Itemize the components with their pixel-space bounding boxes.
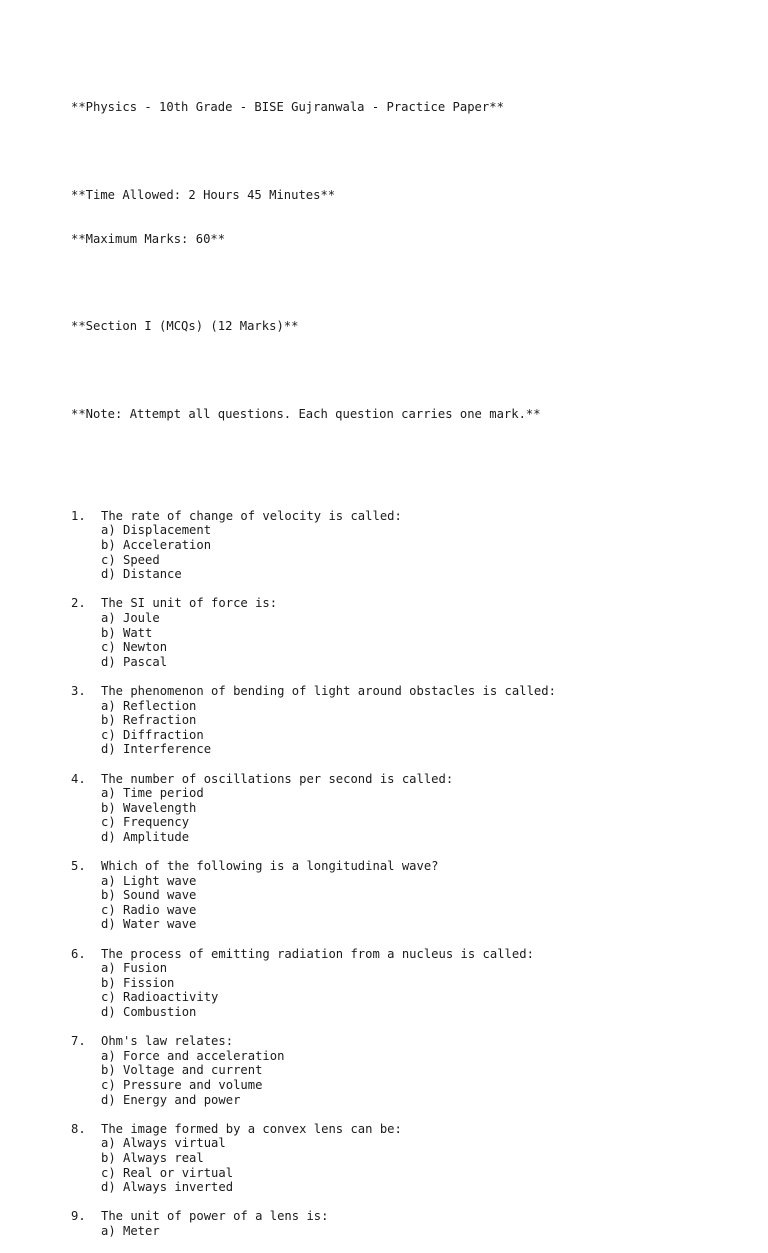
spacer bbox=[71, 1107, 731, 1122]
answer-option: a) Reflection bbox=[101, 698, 197, 713]
question-stem bbox=[71, 1122, 731, 1137]
answer-option: c) Radioactivity bbox=[101, 990, 219, 1005]
answer-option: d) Amplitude bbox=[101, 829, 190, 844]
answer-option: b) Voltage and current bbox=[101, 1063, 263, 1078]
question-item bbox=[71, 596, 731, 684]
time-allowed: **Time Allowed: 2 Hours 45 Minutes** bbox=[71, 187, 336, 202]
question-number: 7. bbox=[71, 1034, 86, 1049]
question-number: 5. bbox=[71, 859, 86, 874]
question-text: The SI unit of force is: bbox=[101, 596, 278, 611]
answer-option: b) Always real bbox=[101, 1150, 204, 1165]
question-text: The image formed by a convex lens can be: bbox=[101, 1121, 402, 1136]
question-stem bbox=[71, 1034, 731, 1049]
answer-option: a) Time period bbox=[101, 786, 204, 801]
answer-option: b) Acceleration bbox=[101, 538, 212, 552]
question-stem bbox=[71, 596, 731, 611]
question-item bbox=[71, 859, 731, 947]
spacer bbox=[71, 1195, 731, 1210]
maximum-marks: **Maximum Marks: 60** bbox=[71, 231, 226, 246]
answer-option: c) Newton bbox=[101, 640, 168, 655]
question-text: The phenomenon of bending of light around obstacles is called: bbox=[101, 683, 556, 698]
spacer bbox=[71, 932, 731, 947]
answer-option: c) Real or virtual bbox=[101, 1165, 234, 1180]
instructions-note: **Note: Attempt all questions. Each question carries one mark.** bbox=[71, 406, 541, 421]
question-stem bbox=[71, 684, 731, 699]
question-item bbox=[71, 1122, 731, 1210]
question-item bbox=[71, 1209, 731, 1238]
question-item bbox=[71, 684, 731, 772]
answer-option: c) Frequency bbox=[101, 815, 190, 830]
question-list bbox=[71, 509, 731, 1239]
answer-option: d) Water wave bbox=[101, 917, 197, 932]
spacer bbox=[71, 757, 731, 772]
spacer bbox=[71, 1020, 731, 1035]
answer-option: a) Force and acceleration bbox=[101, 1048, 285, 1063]
question-item bbox=[71, 947, 731, 1035]
section-heading: **Section I (MCQs) (12 Marks)** bbox=[71, 319, 299, 334]
question-item bbox=[71, 1034, 731, 1122]
answer-option: a) Meter bbox=[101, 1223, 160, 1238]
question-stem bbox=[71, 947, 731, 962]
answer-option: d) Energy and power bbox=[101, 1092, 241, 1107]
answer-option: a) Displacement bbox=[101, 523, 212, 538]
question-text: The unit of power of a lens is: bbox=[101, 1209, 329, 1224]
answer-option: b) Wavelength bbox=[101, 800, 197, 815]
answer-option: c) Speed bbox=[101, 552, 160, 567]
question-number: 3. bbox=[71, 683, 86, 698]
answer-option: b) Refraction bbox=[101, 713, 197, 728]
question-item bbox=[71, 772, 731, 860]
question-stem bbox=[71, 859, 731, 874]
spacer bbox=[71, 144, 731, 159]
answer-option: b) Sound wave bbox=[101, 888, 197, 903]
paper-title: **Physics - 10th Grade - BISE Gujranwala - Practice Paper** bbox=[71, 100, 504, 115]
answer-option: a) Light wave bbox=[101, 873, 197, 888]
question-item bbox=[71, 509, 731, 597]
answer-option: d) Combustion bbox=[101, 1005, 197, 1019]
answer-option: d) Interference bbox=[101, 742, 212, 757]
spacer bbox=[71, 275, 731, 290]
answer-option: b) Watt bbox=[101, 625, 153, 640]
question-stem bbox=[71, 509, 731, 524]
answer-option: d) Pascal bbox=[101, 654, 168, 669]
spacer bbox=[71, 844, 731, 859]
answer-option: c) Diffraction bbox=[101, 727, 204, 742]
question-text: The process of emitting radiation from a nucleus is called: bbox=[101, 946, 534, 961]
answer-option: b) Fission bbox=[101, 975, 175, 990]
question-text: The number of oscillations per second is called: bbox=[101, 771, 454, 786]
question-number: 8. bbox=[71, 1121, 86, 1136]
answer-option: a) Joule bbox=[101, 610, 160, 625]
question-number: 9. bbox=[71, 1209, 86, 1224]
question-number: 6. bbox=[71, 946, 86, 961]
answer-option: c) Radio wave bbox=[101, 902, 197, 917]
answer-option: d) Always inverted bbox=[101, 1180, 234, 1195]
spacer bbox=[71, 669, 731, 684]
question-text: Which of the following is a longitudinal wave? bbox=[101, 859, 439, 874]
answer-option: a) Fusion bbox=[101, 961, 168, 976]
answer-option: d) Distance bbox=[101, 567, 182, 582]
question-number: 2. bbox=[71, 596, 86, 611]
answer-option: a) Always virtual bbox=[101, 1136, 226, 1151]
question-stem bbox=[71, 772, 731, 787]
question-text: The rate of change of velocity is called: bbox=[101, 508, 402, 523]
question-number: 1. bbox=[71, 508, 86, 523]
spacer bbox=[71, 450, 731, 465]
exam-paper bbox=[71, 71, 731, 1253]
question-text: Ohm's law relates: bbox=[101, 1034, 234, 1049]
question-number: 4. bbox=[71, 771, 86, 786]
spacer bbox=[71, 363, 731, 378]
answer-option: c) Pressure and volume bbox=[101, 1077, 263, 1092]
question-stem bbox=[71, 1209, 731, 1224]
spacer bbox=[71, 582, 731, 597]
